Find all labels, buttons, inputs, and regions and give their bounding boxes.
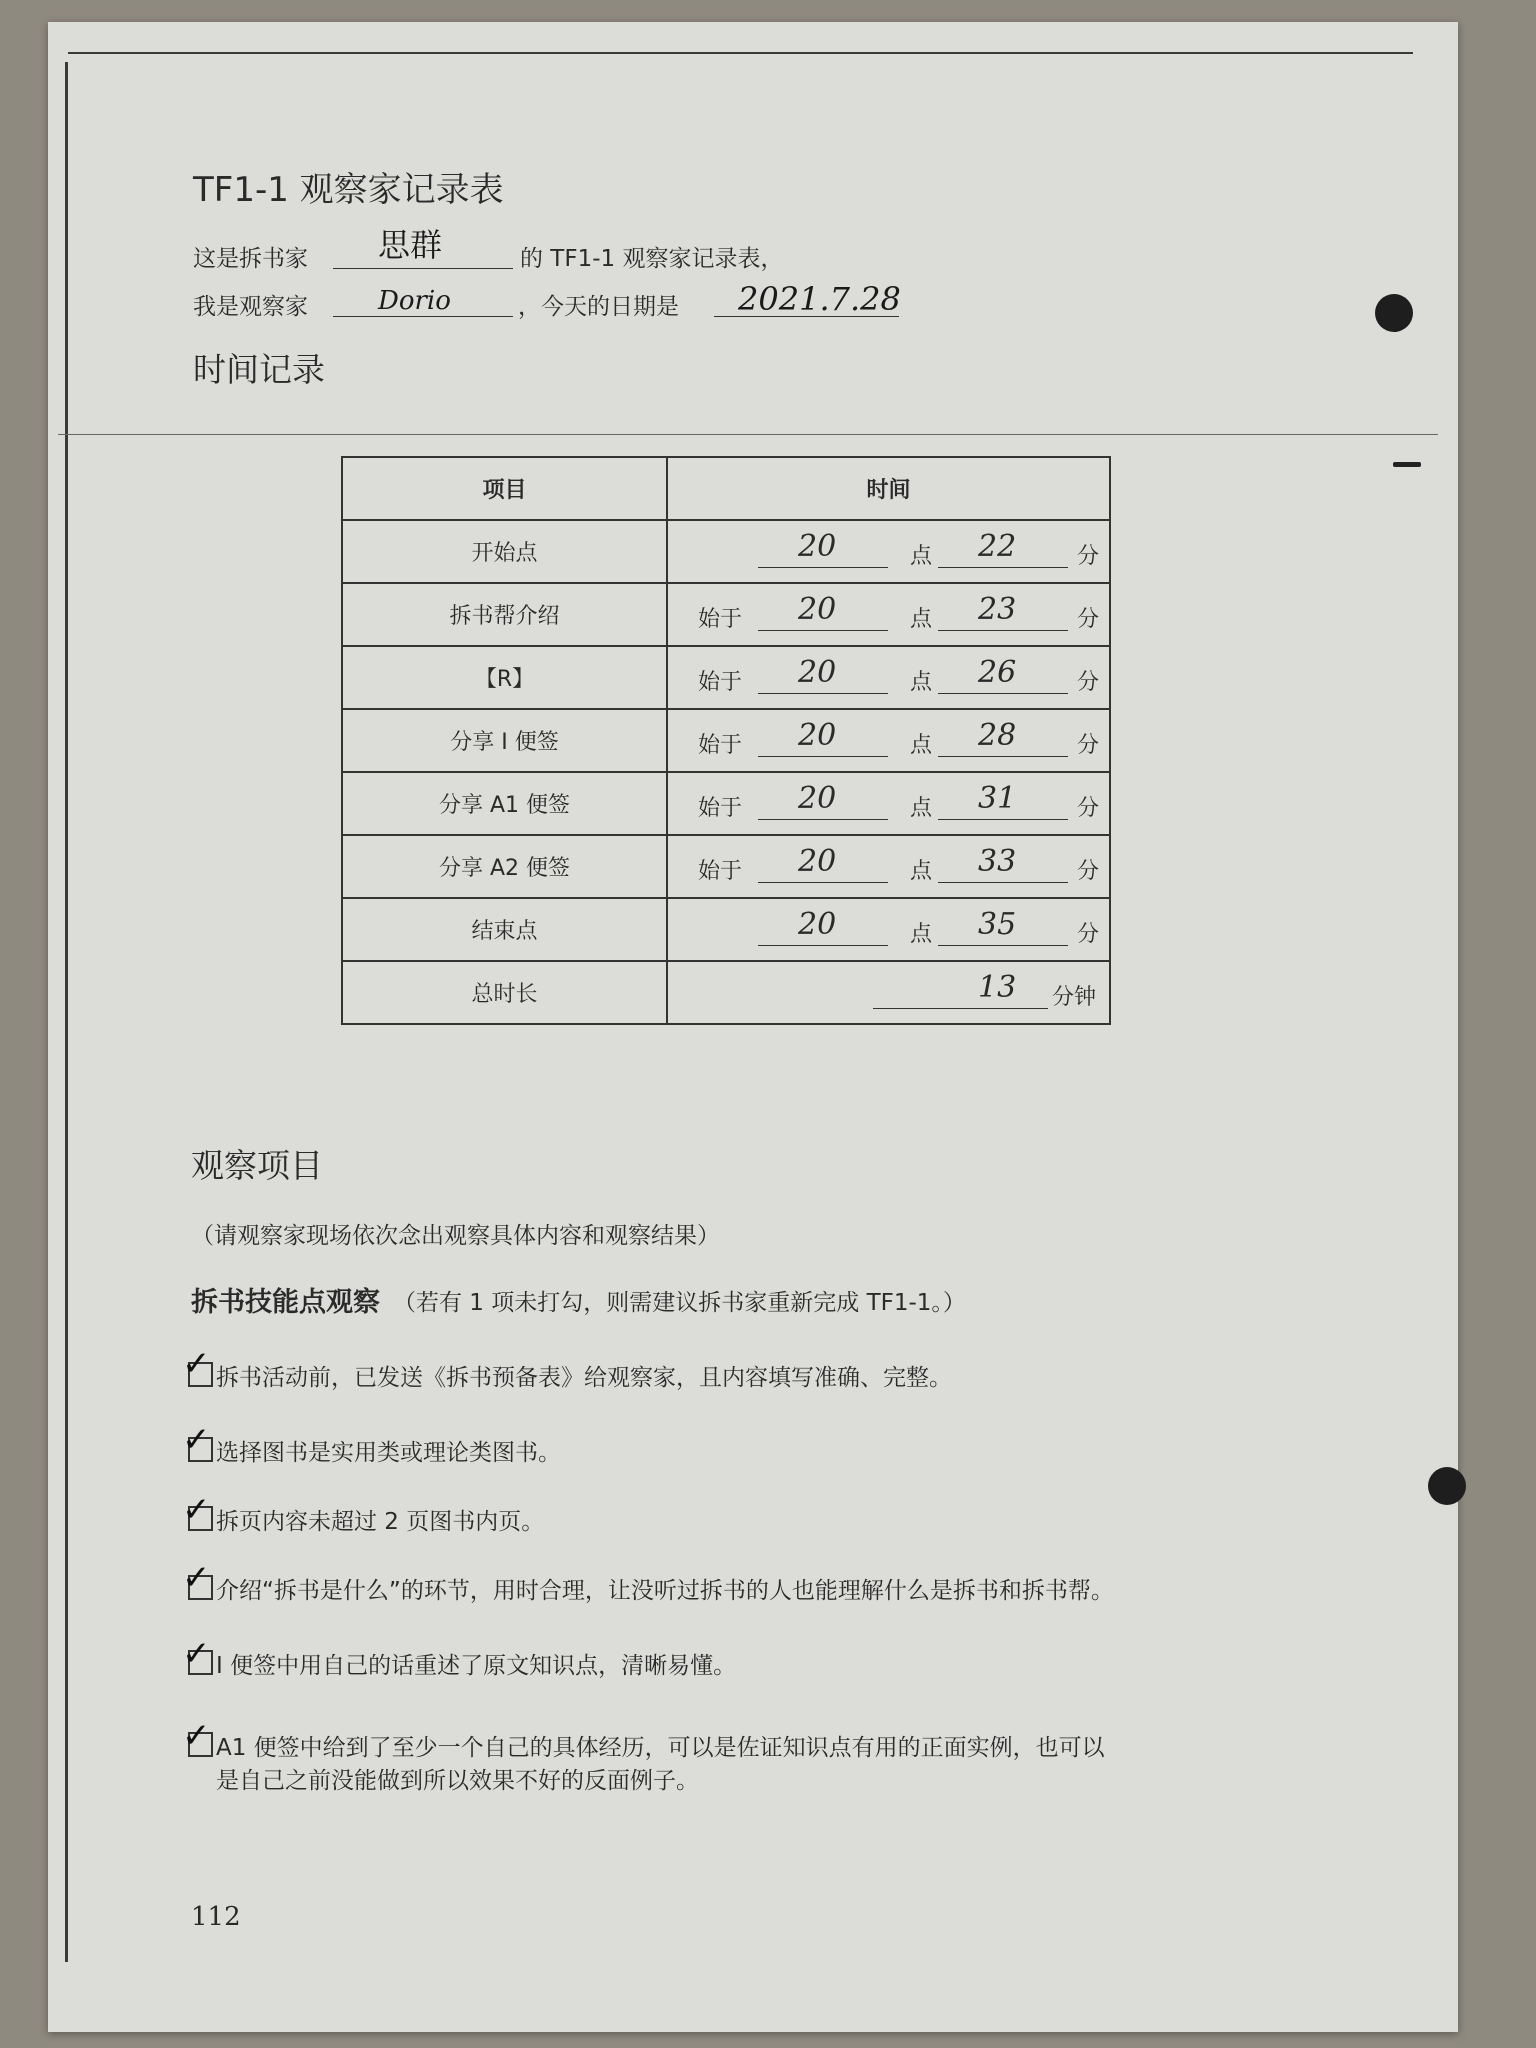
hour-value: 20 bbox=[798, 592, 837, 627]
checkmark-icon: ✓ bbox=[182, 1716, 211, 1756]
start-label: 始于 bbox=[698, 796, 743, 821]
checklist-item: 拆页内容未超过 2 页图书内页。 bbox=[216, 1509, 545, 1535]
date-handwriting: 2021.7.28 bbox=[738, 280, 901, 318]
hour-value: 20 bbox=[798, 844, 837, 879]
minute-value: 28 bbox=[978, 718, 1017, 753]
time-record-heading: 时间记录 bbox=[193, 350, 325, 389]
start-label: 始于 bbox=[698, 859, 743, 884]
punch-hole-bottom bbox=[1428, 1467, 1466, 1505]
hour-value: 20 bbox=[798, 529, 837, 564]
row-item: 分享 A1 便签 bbox=[342, 772, 667, 835]
observation-note: （请观察家现场依次念出观察具体内容和观察结果） bbox=[191, 1223, 720, 1249]
worksheet-page bbox=[48, 22, 1458, 2032]
table-header-row bbox=[342, 457, 1110, 520]
column-header-item: 项目 bbox=[342, 457, 667, 520]
row-item: 拆书帮介绍 bbox=[342, 583, 667, 646]
checkmark-icon: ✓ bbox=[182, 1420, 211, 1460]
fold-line bbox=[58, 434, 1438, 435]
time-record-table bbox=[341, 456, 1111, 1025]
minute-value: 35 bbox=[978, 907, 1017, 942]
minute-label: 分 bbox=[1077, 670, 1100, 695]
splitter-label: 这是拆书家 bbox=[193, 246, 308, 272]
checklist-item: 选择图书是实用类或理论类图书。 bbox=[216, 1440, 561, 1466]
minute-label: 分 bbox=[1077, 859, 1100, 884]
table-row bbox=[342, 520, 1110, 583]
start-label: 始于 bbox=[698, 670, 743, 695]
table-row-total bbox=[342, 961, 1110, 1024]
hour-value: 20 bbox=[798, 718, 837, 753]
observer-blank bbox=[333, 316, 513, 317]
row-item: 分享 A2 便签 bbox=[342, 835, 667, 898]
observer-label: 我是观察家 bbox=[193, 294, 308, 320]
row-item: 开始点 bbox=[342, 520, 667, 583]
checkmark-icon: ✓ bbox=[182, 1558, 211, 1598]
start-label: 始于 bbox=[698, 607, 743, 632]
checkmark-icon: ✓ bbox=[182, 1634, 211, 1674]
table-row bbox=[342, 646, 1110, 709]
hour-label: 点 bbox=[910, 733, 933, 758]
start-label: 始于 bbox=[698, 733, 743, 758]
checklist-item: I 便签中用自己的话重述了原文知识点，清晰易懂。 bbox=[216, 1653, 737, 1679]
minute-value: 26 bbox=[978, 655, 1017, 690]
minute-label: 分 bbox=[1077, 733, 1100, 758]
minute-label: 分 bbox=[1077, 922, 1100, 947]
splitter-suffix: 的 TF1-1 观察家记录表， bbox=[520, 246, 784, 272]
total-minutes-value: 13 bbox=[978, 970, 1017, 1005]
minute-label: 分 bbox=[1077, 544, 1100, 569]
row-item: 【R】 bbox=[342, 646, 667, 709]
minute-value: 31 bbox=[978, 781, 1017, 816]
hour-label: 点 bbox=[910, 796, 933, 821]
hour-value: 20 bbox=[798, 655, 837, 690]
skill-note: （若有 1 项未打勾，则需建议拆书家重新完成 TF1-1。） bbox=[393, 1290, 966, 1316]
row-item: 结束点 bbox=[342, 898, 667, 961]
table-row bbox=[342, 835, 1110, 898]
checkmark-icon: ✓ bbox=[182, 1344, 211, 1384]
edge-mark bbox=[1393, 462, 1421, 467]
hour-label: 点 bbox=[910, 544, 933, 569]
left-rule bbox=[65, 62, 68, 1962]
splitter-blank bbox=[333, 268, 513, 269]
minute-value: 33 bbox=[978, 844, 1017, 879]
hour-label: 点 bbox=[910, 670, 933, 695]
hour-value: 20 bbox=[798, 907, 837, 942]
row-item: 分享 I 便签 bbox=[342, 709, 667, 772]
checklist-item: 拆书活动前，已发送《拆书预备表》给观察家，且内容填写准确、完整。 bbox=[216, 1365, 952, 1391]
hour-label: 点 bbox=[910, 607, 933, 632]
checklist-item: 介绍“拆书是什么”的环节，用时合理，让没听过拆书的人也能理解什么是拆书和拆书帮。 bbox=[216, 1578, 1114, 1604]
duration-label: 分钟 bbox=[1052, 985, 1097, 1010]
table-row bbox=[342, 772, 1110, 835]
page-title: TF1-1 观察家记录表 bbox=[193, 170, 504, 210]
table-row bbox=[342, 709, 1110, 772]
column-header-time: 时间 bbox=[667, 457, 1110, 520]
hour-label: 点 bbox=[910, 922, 933, 947]
observation-heading: 观察项目 bbox=[191, 1146, 323, 1185]
page-number: 112 bbox=[191, 1902, 241, 1932]
minute-value: 23 bbox=[978, 592, 1017, 627]
hour-label: 点 bbox=[910, 859, 933, 884]
checkmark-icon: ✓ bbox=[182, 1490, 211, 1530]
minute-label: 分 bbox=[1077, 607, 1100, 632]
minute-label: 分 bbox=[1077, 796, 1100, 821]
splitter-handwriting: 思群 bbox=[378, 226, 443, 264]
observer-handwriting: Dorio bbox=[378, 286, 451, 316]
table-row bbox=[342, 583, 1110, 646]
minute-value: 22 bbox=[978, 529, 1017, 564]
punch-hole-top bbox=[1375, 294, 1413, 332]
skill-title: 拆书技能点观察 bbox=[191, 1287, 380, 1318]
date-label: ，今天的日期是 bbox=[518, 294, 679, 320]
checklist-item-continued: 是自己之前没能做到所以效果不好的反面例子。 bbox=[216, 1768, 699, 1794]
row-item: 总时长 bbox=[342, 961, 667, 1024]
checklist-item: A1 便签中给到了至少一个自己的具体经历，可以是佐证知识点有用的正面实例，也可以 bbox=[216, 1735, 1105, 1761]
top-rule bbox=[68, 52, 1413, 54]
hour-value: 20 bbox=[798, 781, 837, 816]
table-row bbox=[342, 898, 1110, 961]
